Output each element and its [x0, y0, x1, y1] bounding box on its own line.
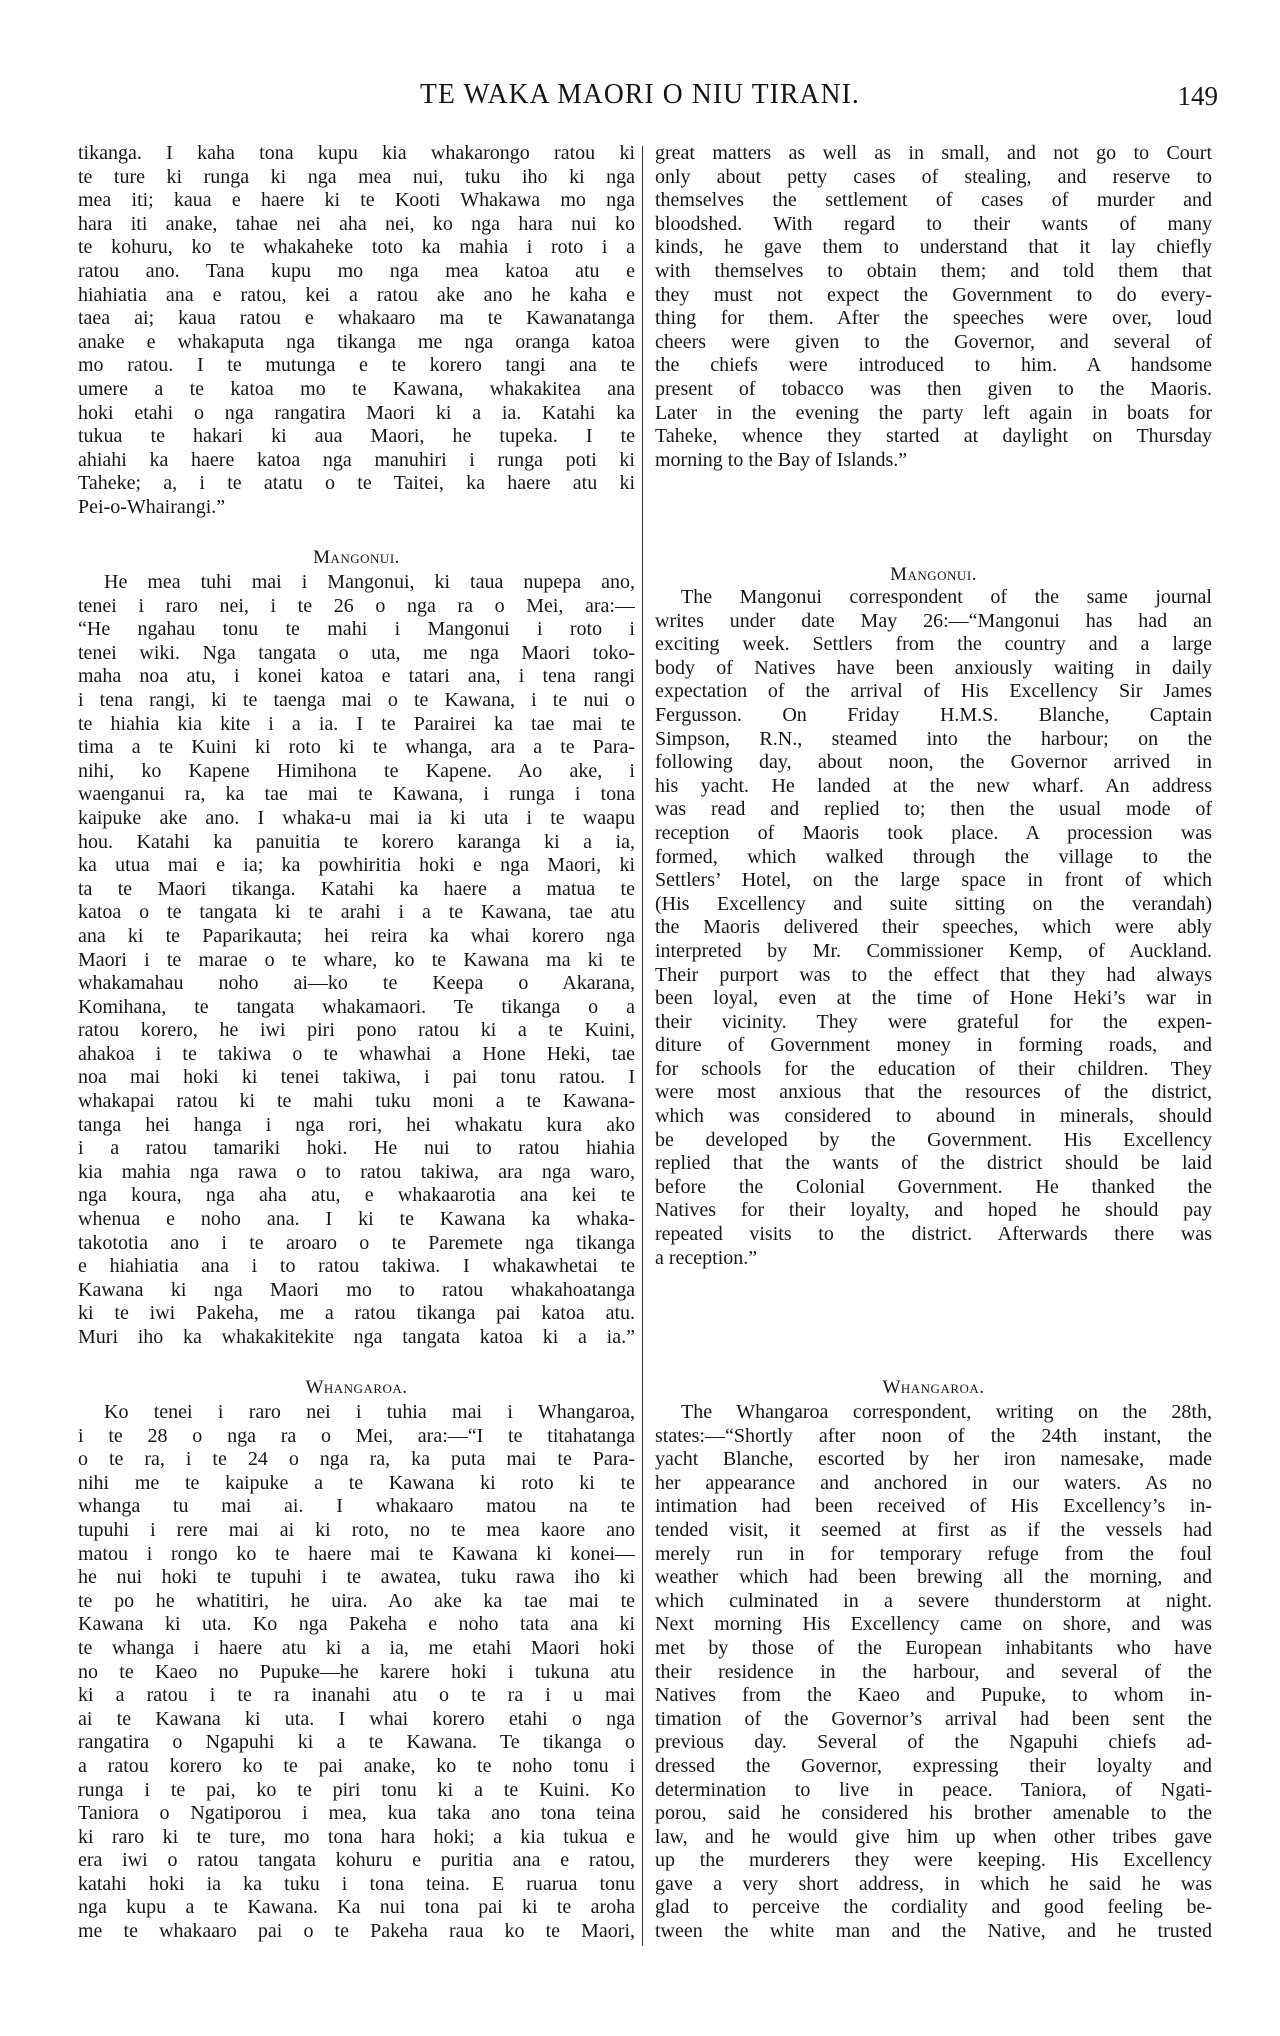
text-line: nihi me te kaipuke a te Kawana ki roto ki te: [78, 1471, 635, 1494]
text-line: met by those of the European inhabitants who have: [655, 1636, 1212, 1659]
text-line: ahiahi ka haere katoa nga manuhiri i runga poti ki: [78, 448, 635, 471]
text-line: previous day. Several of the Ngapuhi chiefs ad-: [655, 1731, 1212, 1754]
text-line: glad to perceive the cordiality and good feeling be-: [655, 1896, 1212, 1919]
text-line: Taheke; a, i te atatu o te Taitei, ka haere atu ki: [78, 472, 635, 495]
text-line: Fergusson. On Friday H.M.S. Blanche, Captain: [655, 703, 1212, 726]
text-line: a ratou korero ko te pai anake, ko te noho tonu i: [78, 1754, 635, 1777]
text-line: me te whakaaro pai o te Pakeha raua ko te Maori,: [78, 1920, 635, 1943]
text-line: Natives for their loyalty, and hoped he should pay: [655, 1199, 1212, 1222]
text-line: kaipuke ake ano. I whaka-u mai ia ki uta i te waapu: [78, 806, 635, 829]
text-line: reception of Maoris took place. A procession was: [655, 821, 1212, 844]
text-line: mo ratou. I te mutunga e te korero tangi ana te: [78, 354, 635, 377]
text-line: i tena rangi, ki te taenga mai o te Kawana, i te nui o: [78, 688, 635, 711]
text-line: for schools for the education of their children. They: [655, 1057, 1212, 1080]
text-line: Muri iho ka whakakitekite nga tangata katoa ki a ia.”: [78, 1326, 635, 1348]
text-line: ahakoa i te takiwa o te whawhai a Hone Heki, tae: [78, 1042, 635, 1065]
text-line: tenei wiki. Nga tangata o uta, me nga Maori toko-: [78, 641, 635, 664]
text-line: katoa o te tangata ki te arahi i a te Kawana, tae atu: [78, 901, 635, 924]
text-line: only about petty cases of stealing, and reserve to: [655, 165, 1212, 188]
text-line: great matters as well as in small, and not go to Court: [655, 142, 1212, 164]
text-line: te po he whatitiri, he uira. Ao ake ka tae mai te: [78, 1589, 635, 1612]
text-line: before the Colonial Government. He thanked the: [655, 1175, 1212, 1198]
text-line: were most anxious that the resources of the district,: [655, 1081, 1212, 1104]
text-line: Kawana ki nga Maori mo to ratou whakahoatanga: [78, 1278, 635, 1301]
text-line: been loyal, even at the time of Hone Heki’s war in: [655, 987, 1212, 1010]
text-line: Komihana, te tangata whakamaori. Te tikanga o a: [78, 995, 635, 1018]
text-line: expectation of the arrival of His Excellency Sir James: [655, 680, 1212, 703]
text-line: themselves the settlement of cases of murder and: [655, 189, 1212, 212]
text-line: body of Natives have been anxiously waiting in daily: [655, 656, 1212, 679]
text-line: i a ratou tamariki hoki. He nui to ratou hiahia: [78, 1137, 635, 1160]
text-line: writes under date May 26:—“Mangonui has had an: [655, 609, 1212, 632]
text-line: their residence in the harbour, and several of the: [655, 1660, 1212, 1683]
text-line: (His Excellency and suite sitting on the verandah): [655, 892, 1212, 915]
text-line: o te ra, i te 24 o nga ra, ka puta mai te Para-: [78, 1448, 635, 1471]
text-line: ki a ratou i te ra inanahi atu o te ra i u mai: [78, 1684, 635, 1707]
text-line: whanga tu mai ai. I whakaaro matou na te: [78, 1495, 635, 1518]
text-line: determination to live in peace. Taniora, of Ngati-: [655, 1778, 1212, 1801]
text-line: “He ngahau tonu te mahi i Mangonui i roto i: [78, 618, 635, 641]
text-line: diture of Government money in forming roads, and: [655, 1034, 1212, 1057]
text-line: exciting week. Settlers from the country and a large: [655, 633, 1212, 656]
text-line: He mea tuhi mai i Mangonui, ki taua nupepa ano,: [104, 571, 635, 593]
text-line: hiahiatia ana e ratou, kei a ratou ake ano he kaha e: [78, 283, 635, 306]
text-line: tenei i raro nei, i te 26 o nga ra o Mei, ara:—: [78, 594, 635, 617]
text-line: her appearance and anchored in our waters. As no: [655, 1471, 1212, 1494]
text-line: te whanga i haere atu ki a ia, me etahi Maori hoki: [78, 1636, 635, 1659]
text-line: timation of the Governor’s arrival had been sent the: [655, 1707, 1212, 1730]
text-line: runga i te pai, ko te piri tonu ki a te Kuini. Ko: [78, 1778, 635, 1801]
text-line: kia mahia nga rawa o to ratou takiwa, ara nga waro,: [78, 1160, 635, 1183]
text-line: ana ki te Paparikauta; hei reira ka whai korero nga: [78, 924, 635, 947]
text-line: tanga hei hanga i nga rori, hei whakatu kura ako: [78, 1113, 635, 1136]
text-line: mea iti; kaua e haere ki te Kooti Whakawa mo nga: [78, 189, 635, 212]
text-line: bloodshed. With regard to their wants of many: [655, 212, 1212, 235]
right-intro-text: [655, 142, 1212, 472]
page-number: 149: [1177, 81, 1218, 111]
text-line: thing for them. After the speeches were over, loud: [655, 307, 1212, 330]
text-line: Pei-o-Whairangi.”: [78, 495, 226, 518]
text-line: a reception.”: [655, 1246, 758, 1269]
text-line: hou. Katahi ka panuitia te korero karanga ki a ia,: [78, 830, 635, 853]
text-line: waenganui ra, ka tae mai te Kawana, i runga i tona: [78, 783, 635, 806]
text-line: he nui hoki te tupuhi i te awatea, tuku rawa iho ki: [78, 1566, 635, 1589]
right-whangaroa-text: [655, 1401, 1212, 1944]
text-line: weather which had been brewing all the morning, and: [655, 1566, 1212, 1589]
text-line: hara iti anake, tahae nei aha nei, ko nga hara nui ko: [78, 212, 635, 235]
text-line: repeated visits to the district. Afterwards there was: [655, 1223, 1212, 1246]
right-mangonui-text: [655, 586, 1212, 1270]
text-line: i te 28 o nga ra o Mei, ara:—“I te titahatanga: [78, 1424, 635, 1447]
text-line: Kawana ki uta. Ko nga Pakeha e noho tata ana ki: [78, 1613, 635, 1636]
text-line: Ko tenei i raro nei i tuhia mai i Whangaroa,: [104, 1401, 635, 1423]
text-line: tween the white man and the Native, and he trusted: [655, 1920, 1212, 1943]
text-line: was read and replied to; then the usual mode of: [655, 798, 1212, 821]
text-line: Settlers’ Hotel, on the large space in front of which: [655, 869, 1212, 892]
text-line: Next morning His Excellency came on shore, and was: [655, 1613, 1212, 1636]
text-line: whakapai ratou ki te mahi tuku moni a te Kawana-: [78, 1090, 635, 1113]
text-line: ratou ano. Tana kupu mo nga mea katoa atu e: [78, 259, 635, 282]
text-line: replied that the wants of the district should be laid: [655, 1152, 1212, 1175]
left-whangaroa-text: [78, 1401, 635, 1944]
text-line: te hiahia kia kite i a ia. I te Parairei ka tae mai te: [78, 712, 635, 735]
text-line: Simpson, R.N., steamed into the harbour; on the: [655, 727, 1212, 750]
text-line: whenua e noho ana. I ki te Kawana ka whaka-: [78, 1208, 635, 1231]
text-line: tikanga. I kaha tona kupu kia whakarongo ratou ki: [78, 142, 635, 164]
text-line: matou i rongo ko te haere mai te Kawana ki konei—: [78, 1542, 635, 1565]
text-line: the chiefs were introduced to him. A handsome: [655, 354, 1212, 377]
text-line: tended visit, it seemed at first as if the vessels had: [655, 1518, 1212, 1541]
text-line: law, and he would give him up when other tribes gave: [655, 1825, 1212, 1848]
text-line: ai te Kawana ki uta. I whai korero etahi o nga: [78, 1707, 635, 1730]
left-intro-text: [78, 142, 635, 520]
text-line: their vicinity. They were grateful for the expen-: [655, 1010, 1212, 1033]
text-line: takototia ano i te aroaro o te Paremete nga tikanga: [78, 1231, 635, 1254]
text-line: rangatira o Ngapuhi ki a te Kawana. Te tikanga o: [78, 1731, 635, 1754]
text-line: nga koura, nga aha atu, e whakaarotia ana kei te: [78, 1184, 635, 1207]
text-line: hoki etahi o nga rangatira Maori ki a ia. Katahi ka: [78, 401, 635, 424]
text-line: ka utua mai e ia; ka powhiritia hoki e nga Maori, ki: [78, 854, 635, 877]
text-line: dressed the Governor, expressing their loyalty and: [655, 1754, 1212, 1777]
left-mangonui-heading: Mangonui.: [313, 547, 400, 568]
text-line: Taniora o Ngatiporou i mea, kua taka ano tona teina: [78, 1802, 635, 1825]
text-line: they must not expect the Government to do every-: [655, 283, 1212, 306]
text-line: Maori i te marae o te whare, ko te Kawana ma ki te: [78, 948, 635, 971]
text-line: nga kupu a te Kawana. Ka nui tona pai ki te aroha: [78, 1896, 635, 1919]
text-line: ta te Maori tikanga. Katahi ka haere a matua te: [78, 877, 635, 900]
running-title: TE WAKA MAORI O NIU TIRANI.: [420, 78, 860, 110]
text-line: tupuhi i rere mai ai ki roto, no te mea kaore ano: [78, 1518, 635, 1541]
text-line: ratou korero, he iwi piri pono ratou ki a te Kuini,: [78, 1019, 635, 1042]
text-line: te kohuru, ko te whakaheke toto ka mahia i roto i a: [78, 236, 635, 259]
right-whangaroa-heading: Whangaroa.: [882, 1377, 985, 1398]
text-line: ki raro ki te ture, mo tona hara hoki; a kia tukua e: [78, 1825, 635, 1848]
text-line: his yacht. He landed at the new wharf. An address: [655, 774, 1212, 797]
text-line: anake e whakaputa nga tikanga me nga oranga katoa: [78, 330, 635, 353]
text-line: no te Kaeo no Pupuke—he karere hoki i tukuna atu: [78, 1660, 635, 1683]
text-line: ki te iwi Pakeha, me a ratou tikanga pai katoa atu.: [78, 1302, 635, 1325]
text-line: The Whangaroa correspondent, writing on the 28th,: [681, 1401, 1212, 1423]
text-line: taea ai; kaua ratou e whakaaro ma te Kawanatanga: [78, 307, 635, 330]
text-line: katahi hoki ia ka tuku i tona teina. E ruarua tonu: [78, 1872, 635, 1895]
text-line: which was considered to abound in minerals, should: [655, 1105, 1212, 1128]
text-line: be developed by the Government. His Excellency: [655, 1128, 1212, 1151]
text-line: tima a te Kuini ki roto ki te whanga, ara a te Para-: [78, 736, 635, 759]
text-line: Later in the evening the party left again in boats for: [655, 401, 1212, 424]
text-line: formed, which walked through the village to the: [655, 845, 1212, 868]
text-line: tukua te hakari ki aua Maori, he tupeka. I te: [78, 425, 635, 448]
text-line: umere a te katoa mo te Kawana, whakakitea ana: [78, 377, 635, 400]
text-line: the Maoris delivered their speeches, which were ably: [655, 916, 1212, 939]
text-line: nihi, ko Kapene Himihona te Kapene. Ao ake, i: [78, 759, 635, 782]
text-line: interpreted by Mr. Commissioner Kemp, of Auckland.: [655, 939, 1212, 962]
text-line: present of tobacco was then given to the Maoris.: [655, 377, 1212, 400]
text-line: maha noa atu, i konei katoa e tatari ana, i tena rangi: [78, 665, 635, 688]
text-line: yacht Blanche, escorted by her iron namesake, made: [655, 1448, 1212, 1471]
text-line: The Mangonui correspondent of the same journal: [681, 586, 1212, 608]
text-line: Natives from the Kaeo and Pupuke, to whom in-: [655, 1684, 1212, 1707]
text-line: e hiahiatia ana i to ratou takiwa. I whakawhetai te: [78, 1255, 635, 1278]
text-line: merely run in for temporary refuge from the foul: [655, 1542, 1212, 1565]
text-line: which culminated in a severe thunderstorm at night.: [655, 1589, 1212, 1612]
text-line: intimation had been received of His Excellency’s in-: [655, 1495, 1212, 1518]
text-line: whakamahau noho ai—ko te Keepa o Akarana,: [78, 972, 635, 995]
text-line: noa mai hoki ki tenei takiwa, i pai tonu ratou. I: [78, 1066, 635, 1089]
text-line: porou, said he considered his brother amenable to the: [655, 1802, 1212, 1825]
column-rule: [642, 146, 643, 1946]
text-line: kinds, he gave them to understand that it lay chiefly: [655, 236, 1212, 259]
text-line: morning to the Bay of Islands.”: [655, 448, 908, 471]
text-line: up the murderers they were keeping. His Excellency: [655, 1849, 1212, 1872]
text-line: states:—“Shortly after noon of the 24th instant, the: [655, 1424, 1212, 1447]
text-line: following day, about noon, the Governor arrived in: [655, 751, 1212, 774]
text-line: te ture ki runga ki nga mea nui, tuku iho ki nga: [78, 165, 635, 188]
text-line: with themselves to obtain them; and told them that: [655, 259, 1212, 282]
text-line: cheers were given to the Governor, and several of: [655, 330, 1212, 353]
text-line: Taheke, whence they started at daylight on Thursday: [655, 425, 1212, 448]
left-whangaroa-heading: Whangaroa.: [305, 1377, 408, 1398]
left-mangonui-text: [78, 571, 635, 1350]
right-mangonui-heading: Mangonui.: [890, 564, 977, 585]
text-line: era iwi o ratou tangata kohuru e puritia ana e ratou,: [78, 1849, 635, 1872]
text-line: gave a very short address, in which he said he was: [655, 1872, 1212, 1895]
text-line: Their purport was to the effect that they had always: [655, 963, 1212, 986]
